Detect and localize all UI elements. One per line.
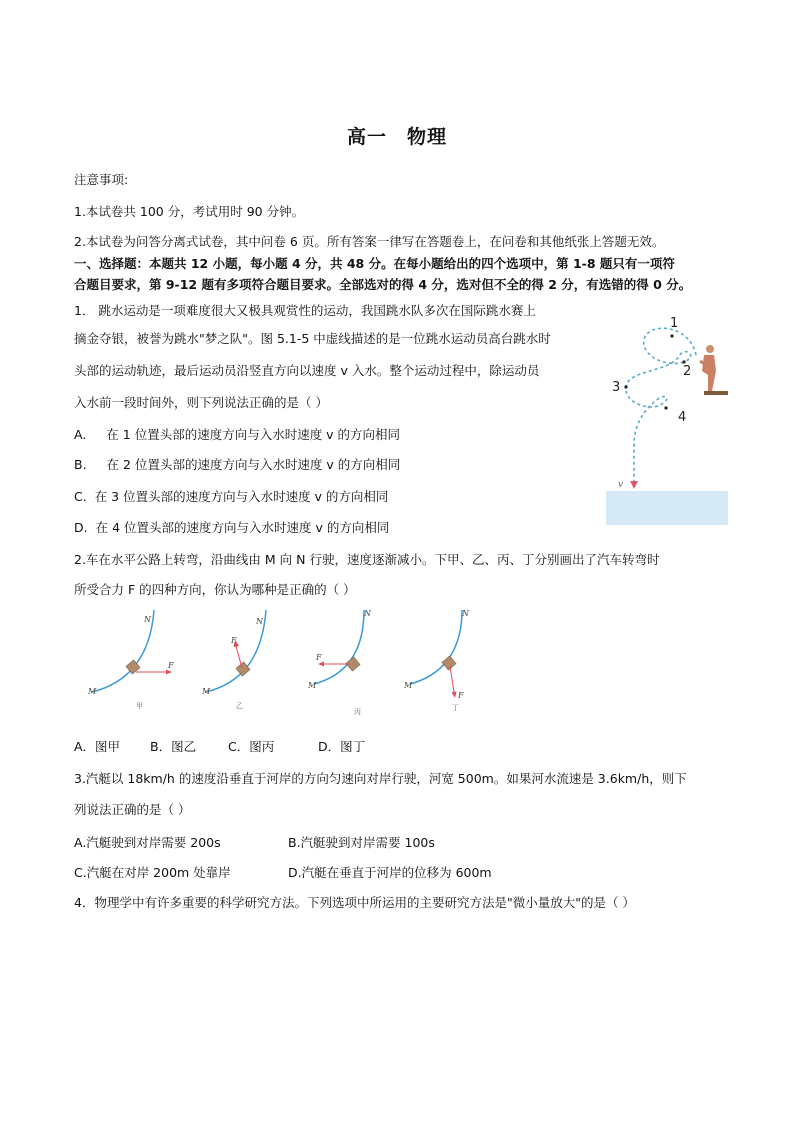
q1-option-d-key: D. (74, 520, 88, 535)
car-block (442, 656, 456, 670)
q3-option-a: A.汽艇驶到对岸需要 200s (74, 835, 221, 850)
label-f: F (231, 636, 237, 645)
figure-caption: 甲 (136, 702, 143, 710)
q1-stem-line-1: 1． 跳水运动是一项难度很大又极具观赏性的运动，我国跳水队多次在国际跳水赛上 (74, 303, 536, 318)
curve-path (410, 610, 462, 684)
label-m: M (308, 681, 317, 690)
force-arrowhead (452, 692, 457, 699)
q1-option-c (74, 488, 388, 506)
label-4: 4 (678, 410, 687, 425)
q1-option-a-key: A. (74, 427, 87, 442)
q1-option-c-text: 在 3 位置头部的速度方向与入水时速度 v 的方向相同 (94, 489, 389, 504)
entry-arrow (630, 481, 638, 489)
label-f: F (458, 691, 464, 700)
label-v: v (618, 480, 624, 490)
q1-option-a (74, 426, 400, 444)
label-1: 1 (670, 316, 679, 331)
q1-option-d (74, 519, 389, 537)
force-arrowhead (318, 662, 324, 667)
q3-option-b: B.汽艇驶到对岸需要 100s (288, 835, 435, 850)
q2-option-c: C．图丙 (228, 739, 275, 754)
q3-option-c: C.汽艇在对岸 200m 处靠岸 (74, 865, 231, 880)
q1-option-b-text: 在 2 位置头部的速度方向与入水时速度 v 的方向相同 (106, 457, 401, 472)
label-3: 3 (612, 380, 621, 395)
q2-stem-line-2: 所受合力 F 的四种方向，你认为哪种是正确的（ ） (74, 582, 356, 597)
point-4-marker (664, 406, 667, 409)
q2-option-b: B．图乙 (150, 739, 197, 754)
force-arrow (450, 666, 454, 692)
q1-option-c-key: C. (74, 489, 87, 504)
notice-heading: 注意事项: (74, 172, 129, 187)
section-instruction-line-1: 一、选择题：本题共 12 小题，每小题 4 分，共 48 分。在每小题给出的四个选项中，第 1-8 题只有一项符 (74, 256, 675, 271)
q2-option-d: D．图丁 (318, 739, 366, 754)
q2-stem-line-1: 2.车在水平公路上转弯，沿曲线由 M 向 N 行驶，速度逐渐减小。下甲、乙、丙、丁分别画出了汽车转弯时 (74, 552, 660, 567)
label-f: F (168, 661, 174, 670)
water-surface (606, 491, 728, 525)
q1-stem-line-3: 头部的运动轨迹，最后运动员沿竖直方向以速度 v 入水。整个运动过程中，除运动员 (74, 363, 540, 378)
label-m: M (404, 681, 413, 690)
q1-option-b (74, 456, 400, 474)
label-n: N (256, 617, 263, 626)
label-n: N (462, 609, 469, 618)
q1-stem-line-4: 入水前一段时间外，则下列说法正确的是（ ） (74, 395, 328, 410)
point-3-marker (624, 385, 627, 388)
car-block (236, 662, 250, 676)
q1-option-d-text: 在 4 位置头部的速度方向与入水时速度 v 的方向相同 (95, 520, 390, 535)
q4-stem-line-1: 4．物理学中有许多重要的科学研究方法。下列选项中所运用的主要研究方法是"微小量放大"的是（ ） (74, 895, 635, 910)
label-m: M (202, 687, 211, 696)
section-instruction-line-2: 合题目要求，第 9-12 题有多项符合题目要求。全部选对的得 4 分，选对但不全的得 2 分，有选错的得 0 分。 (74, 277, 692, 292)
trajectory-path (626, 328, 696, 483)
q1-diver-figure (600, 305, 732, 527)
q3-option-d: D.汽艇在垂直于河岸的位移为 600m (288, 865, 492, 880)
label-f: F (316, 653, 322, 662)
q2-figure-yi (198, 606, 278, 718)
q1-stem-line-2: 摘金夺银，被誉为跳水"梦之队"。图 5.1-5 中虚线描述的是一位跳水运动员高台跳水时 (74, 331, 551, 346)
label-n: N (364, 609, 371, 618)
force-arrow (236, 646, 242, 668)
q1-option-b-key: B. (74, 457, 87, 472)
notice-item-2: 2.本试卷为问答分离式试卷，其中问卷 6 页。所有答案一律写在答题卷上，在问卷和其他纸张上答题无效。 (74, 234, 665, 249)
q1-option-a-text: 在 1 位置头部的速度方向与入水时速度 v 的方向相同 (106, 427, 401, 442)
figure-caption: 丁 (452, 704, 459, 712)
force-arrowhead (166, 670, 172, 675)
figure-caption: 丙 (354, 708, 361, 716)
q3-stem-line-2: 列说法正确的是（ ） (74, 802, 191, 817)
label-n: N (144, 615, 151, 624)
diver-illustration (700, 345, 716, 391)
notice-item-1: 1.本试卷共 100 分，考试用时 90 分钟。 (74, 204, 305, 219)
platform (704, 391, 728, 395)
q2-figure-jia (84, 606, 194, 718)
q2-option-a: A．图甲 (74, 739, 121, 754)
page-title: 高一 物理 (346, 126, 447, 148)
q3-stem-line-1: 3.汽艇以 18km/h 的速度沿垂直于河岸的方向匀速向对岸行驶，河宽 500m。如果河水流速是 3.6km/h，则下 (74, 771, 687, 786)
label-2: 2 (683, 364, 692, 379)
figure-caption: 乙 (236, 702, 243, 710)
q2-figure-ding (400, 604, 480, 718)
point-1-marker (670, 334, 673, 337)
q2-figure-bing (304, 604, 384, 718)
label-m: M (88, 687, 97, 696)
curve-path (314, 610, 364, 684)
